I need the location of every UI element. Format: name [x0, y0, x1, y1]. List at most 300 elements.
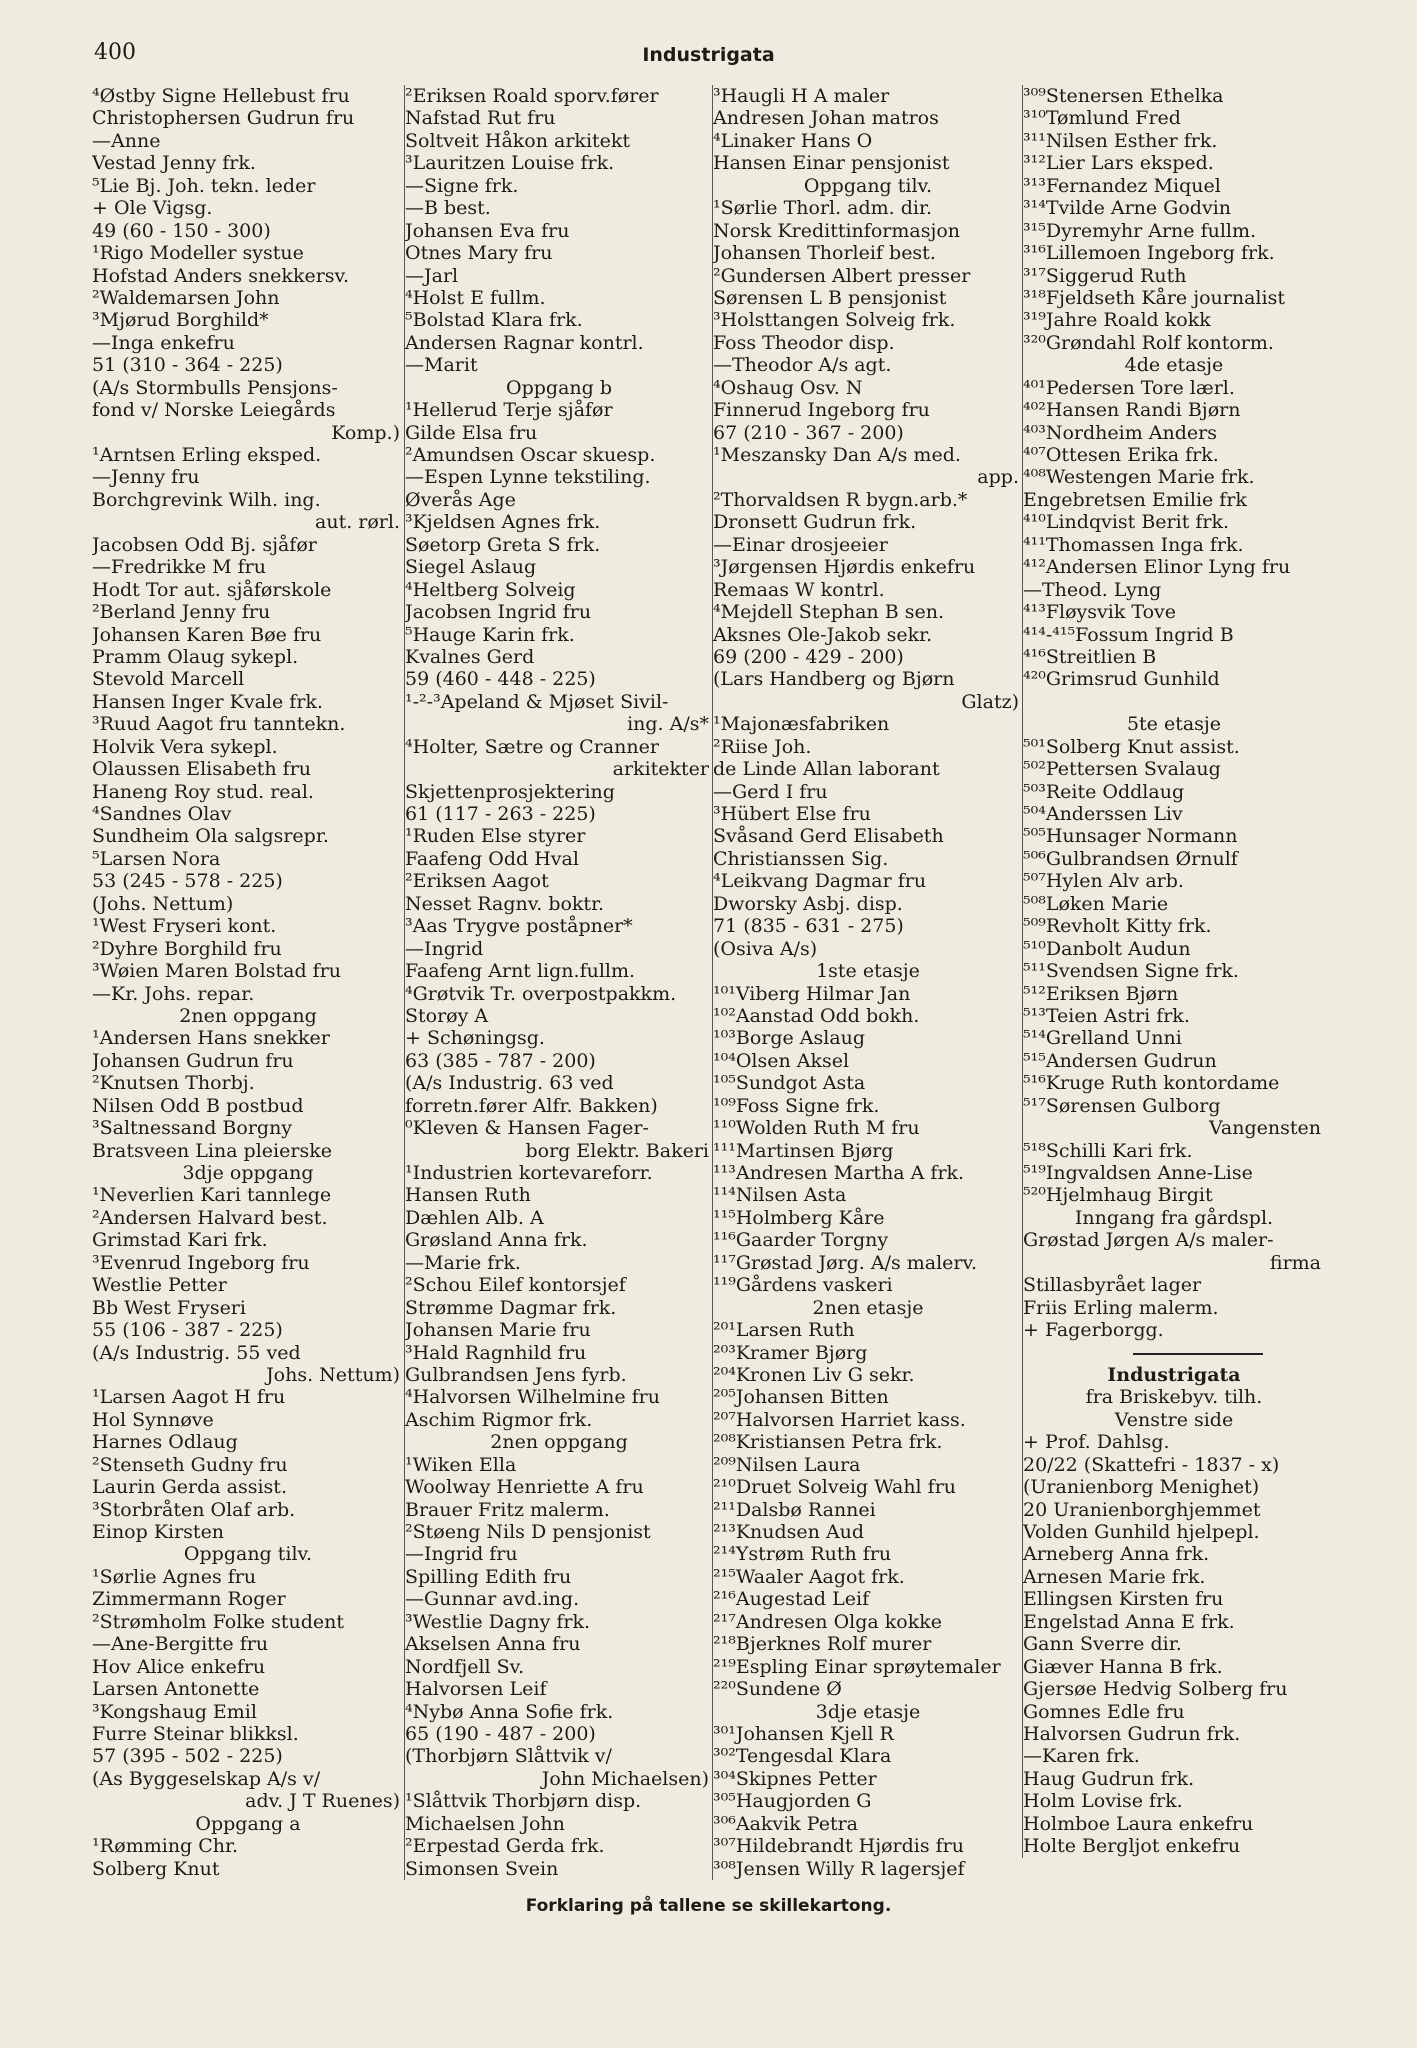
directory-entry: ¹¹⁴Nilsen Asta	[713, 1184, 847, 1207]
directory-entry: (Osiva A/s)	[713, 937, 818, 960]
directory-entry: ²⁰⁸Kristiansen Petra frk.	[713, 1431, 943, 1454]
directory-entry: Haneng Roy stud. real.	[92, 780, 314, 803]
directory-entry: ³¹⁰Tømlund Fred	[1023, 107, 1181, 130]
directory-column-3	[712, 85, 1023, 1880]
directory-entry: (Lars Handberg og Bjørn	[713, 668, 955, 691]
directory-entry: ⁴Heltberg Solveig	[405, 578, 576, 601]
directory-entry: Finnerud Ingeborg fru	[713, 399, 930, 422]
directory-entry: ¹¹⁶Gaarder Torgny	[713, 1229, 889, 1252]
directory-entry: ³¹⁷Siggerud Ruth	[1023, 264, 1187, 287]
directory-entry: ²⁰⁵Johansen Bitten	[713, 1386, 889, 1409]
directory-entry: Søetorp Greta S frk.	[405, 533, 601, 556]
directory-entry: ¹⁰⁴Olsen Aksel	[713, 1049, 850, 1072]
directory-entry: Gulbrandsen Jens fyrb.	[405, 1363, 627, 1386]
directory-entry: ³¹⁹Jahre Roald kokk	[1023, 309, 1211, 332]
directory-entry: Venstre side	[1114, 1408, 1234, 1431]
directory-entry: —Jarl	[405, 264, 459, 287]
directory-entry: ⁵⁰⁹Revholt Kitty frk.	[1023, 915, 1212, 938]
directory-entry: + Fagerborgg.	[1023, 1319, 1164, 1342]
directory-entry: Nilsen Odd B postbud	[92, 1094, 304, 1117]
directory-entry: —Ane-Bergitte fru	[92, 1633, 269, 1656]
directory-entry: ⁵⁰⁴Anderssen Liv	[1023, 803, 1183, 825]
section-divider	[1023, 1342, 1325, 1364]
directory-entry: Stevold Marcell	[92, 668, 245, 691]
directory-entry: 59 (460 - 448 - 225)	[405, 668, 596, 691]
directory-entry: ³⁰⁵Haugjorden G	[713, 1790, 872, 1813]
directory-entry: Hol Synnøve	[92, 1408, 214, 1431]
directory-entry: Holte Bergljot enkefru	[1023, 1835, 1241, 1858]
directory-entry: 71 (835 - 631 - 275)	[713, 915, 904, 938]
directory-entry: Aschim Rigmor frk.	[405, 1408, 593, 1431]
directory-entry: ³⁰⁷Hildebrandt Hjørdis fru	[713, 1835, 964, 1858]
directory-entry: Johansen Karen Bøe fru	[92, 623, 322, 646]
directory-entry: Olaussen Elisabeth fru	[92, 758, 312, 781]
directory-entry: ⁵¹⁰Danbolt Audun	[1023, 937, 1191, 960]
directory-entry: Svåsand Gerd Elisabeth	[713, 825, 944, 848]
directory-entry: ³Jørgensen Hjørdis enkefru	[713, 556, 976, 579]
directory-entry: ¹⁰⁹Foss Signe frk.	[713, 1094, 880, 1117]
directory-entry: ¹¹⁹Gårdens vaskeri	[713, 1274, 893, 1297]
directory-entry: Dæhlen Alb. A	[405, 1206, 544, 1229]
directory-entry: Dronsett Gudrun frk.	[713, 511, 917, 534]
directory-entry: 69 (200 - 429 - 200)	[713, 645, 904, 668]
directory-entry: ¹Hellerud Terje sjåfør	[405, 399, 613, 422]
directory-entry: ³Hübert Else fru	[713, 803, 871, 825]
directory-entry: ⁵¹⁴Grelland Unni	[1023, 1027, 1182, 1050]
directory-entry: Sundheim Ola salgsrepr.	[92, 825, 329, 848]
directory-entry: Andresen Johan matros	[713, 107, 939, 130]
directory-entry: —Fredrikke M fru	[92, 556, 266, 579]
directory-entry: ²Thorvaldsen R bygn.arb.*	[713, 488, 968, 511]
directory-entry: ²Schou Eilef kontorsjef	[405, 1274, 626, 1297]
directory-entry: ³Kjeldsen Agnes frk.	[405, 511, 601, 534]
directory-entry: ²Eriksen Roald sporv.fører	[405, 85, 659, 107]
directory-entry: 55 (106 - 387 - 225)	[92, 1319, 283, 1342]
directory-entry: —Karen frk.	[1023, 1745, 1140, 1768]
directory-entry: ³Kongshaug Emil	[92, 1700, 257, 1723]
directory-entry: ¹⁰²Aanstad Odd bokh.	[713, 1004, 920, 1027]
directory-entry: ³Storbråten Olaf arb.	[92, 1498, 296, 1521]
directory-entry: ²Andersen Halvard best.	[92, 1206, 328, 1229]
directory-entry: ¹Rigo Modeller systue	[92, 242, 304, 265]
directory-entry: Spilling Edith fru	[405, 1565, 572, 1588]
directory-entry: ²²⁰Sundene Ø	[713, 1678, 842, 1701]
directory-entry: Remaas W kontrl.	[713, 578, 885, 601]
directory-entry: ³⁰²Tengesdal Klara	[713, 1745, 892, 1768]
directory-entry: de Linde Allan laborant	[713, 758, 940, 781]
directory-entry: ²⁰³Kramer Bjørg	[713, 1341, 868, 1364]
directory-entry: ³Holsttangen Solveig frk.	[713, 309, 956, 332]
directory-entry: Brauer Fritz malerm.	[405, 1498, 610, 1521]
directory-entry: ¹¹¹Martinsen Bjørg	[713, 1139, 894, 1162]
directory-entry: Industrigata	[1107, 1363, 1241, 1386]
directory-entry: ¹Industrien kortevareforr.	[405, 1162, 653, 1184]
directory-entry: ³²⁰Grøndahl Rolf kontorm.	[1023, 331, 1274, 354]
directory-entry: ²Dyhre Borghild fru	[92, 937, 282, 960]
directory-entry: (Uranienborg Menighet)	[1023, 1476, 1260, 1499]
directory-entry: 2nen etasje	[812, 1296, 924, 1319]
directory-entry: firma	[1269, 1251, 1321, 1274]
directory-entry: Arneberg Anna frk.	[1023, 1543, 1210, 1566]
directory-entry: ³Evenrud Ingeborg fru	[92, 1251, 310, 1274]
directory-entry: ²¹⁴Ystrøm Ruth fru	[713, 1543, 892, 1566]
directory-entry: ¹Neverlien Kari tannlege	[92, 1184, 332, 1207]
directory-entry: Øverås Age	[405, 488, 516, 511]
directory-entry: —Marie frk.	[405, 1251, 521, 1274]
directory-entry: ³Lauritzen Louise frk.	[405, 152, 615, 175]
directory-entry: —Ingrid fru	[405, 1543, 518, 1566]
directory-entry: ³¹³Fernandez Miquel	[1023, 174, 1221, 197]
directory-entry: ⁴¹⁶Streitlien B	[1023, 645, 1157, 668]
directory-entry: ¹Rømming Chr.	[92, 1835, 239, 1858]
directory-entry: ⁴¹¹Thomassen Inga frk.	[1023, 533, 1244, 556]
directory-entry: ⁵Lie Bj. Joh. tekn. leder	[92, 174, 316, 197]
directory-entry: ²Gundersen Albert presser	[713, 264, 971, 287]
directory-entry: Christophersen Gudrun fru	[92, 107, 355, 130]
directory-entry: Hov Alice enkefru	[92, 1655, 266, 1678]
directory-entry: Vangensten	[1208, 1117, 1321, 1140]
directory-entry: Johs. Nettum)	[266, 1363, 400, 1386]
directory-entry: Bratsveen Lina pleierske	[92, 1139, 332, 1162]
directory-entry: Arnesen Marie frk.	[1023, 1565, 1206, 1588]
directory-entry: ¹Meszansky Dan A/s med.	[713, 444, 961, 466]
directory-entry: Faafeng Arnt lign.fullm.	[405, 960, 636, 983]
directory-entry: (A/s Industrig. 55 ved	[92, 1341, 301, 1364]
directory-entry: Zimmermann Roger	[92, 1588, 286, 1611]
directory-entry: ¹Sørlie Thorl. adm. dir.	[713, 197, 933, 220]
directory-entry: ⁴⁰²Hansen Randi Bjørn	[1023, 399, 1241, 422]
directory-entry: Komp.)	[331, 421, 400, 444]
directory-entry: ⁵¹⁷Sørensen Gulborg	[1023, 1094, 1221, 1117]
directory-entry: Hofstad Anders snekkersv.	[92, 264, 350, 287]
directory-entry: ³⁰⁴Skipnes Petter	[713, 1767, 877, 1790]
directory-entry: ²⁰⁷Halvorsen Harriet kass.	[713, 1408, 966, 1431]
directory-entry: Halvorsen Leif	[405, 1678, 547, 1701]
directory-entry: ⁵Hauge Karin frk.	[405, 623, 575, 646]
directory-entry: ⁵⁰²Pettersen Svalaug	[1023, 758, 1221, 781]
directory-entry: app.	[977, 466, 1019, 489]
directory-entry: Stillasbyrået lager	[1023, 1274, 1202, 1297]
directory-entry: ⁴⁰³Nordheim Anders	[1023, 421, 1217, 444]
page-number: 400	[94, 40, 136, 65]
directory-entry: 57 (395 - 502 - 225)	[92, 1745, 283, 1768]
directory-entry: Grimstad Kari frk.	[92, 1229, 268, 1252]
directory-entry: Gjersøe Hedvig Solberg fru	[1023, 1678, 1288, 1701]
directory-entry: ³Saltnessand Borgny	[92, 1117, 293, 1140]
directory-entry: —Anne	[92, 129, 161, 152]
directory-entry: Holvik Vera sykepl.	[92, 735, 278, 758]
directory-entry: ⁴Østby Signe Hellebust fru	[92, 85, 350, 107]
directory-entry: ⁵¹⁶Kruge Ruth kontordame	[1023, 1072, 1280, 1095]
directory-entry: —Theodor A/s agt.	[713, 354, 892, 377]
directory-entry: ⁴¹⁴-⁴¹⁵Fossum Ingrid B	[1023, 623, 1234, 646]
directory-entry: ¹⁰⁵Sundgot Asta	[713, 1072, 866, 1095]
directory-entry: (Johs. Nettum)	[92, 892, 234, 915]
directory-entry: ing. A/s*	[627, 713, 709, 736]
directory-entry: Simonsen Svein	[405, 1857, 559, 1880]
directory-entry: ¹⁰¹Viberg Hilmar Jan	[713, 982, 911, 1005]
directory-entry: Haug Gudrun frk.	[1023, 1767, 1195, 1790]
directory-entry: ⁴Grøtvik Tr. overpostpakkm.	[405, 982, 677, 1005]
directory-entry: Oppgang tilv.	[803, 174, 933, 197]
directory-entry: ⁴¹²Andersen Elinor Lyng fru	[1023, 556, 1291, 579]
directory-entry: Jacobsen Odd Bj. sjåfør	[92, 533, 317, 556]
directory-entry: aut. rørl.	[315, 511, 400, 534]
directory-entry: ⁵¹⁹Ingvaldsen Anne-Lise	[1023, 1162, 1253, 1184]
directory-entry: ¹Larsen Aagot H fru	[92, 1386, 286, 1409]
directory-entry: (A/s Stormbulls Pensjons-	[92, 376, 338, 399]
directory-entry: ²¹³Knudsen Aud	[713, 1521, 865, 1543]
directory-entry: ⁵⁰⁶Gulbrandsen Ørnulf	[1023, 847, 1238, 870]
directory-entry: John Michaelsen)	[541, 1767, 709, 1790]
directory-entry: ²¹⁷Andresen Olga kokke	[713, 1610, 942, 1633]
directory-entry: Borchgrevink Wilh. ing.	[92, 488, 321, 511]
directory-entry: Grøstad Jørgen A/s maler-	[1023, 1229, 1274, 1252]
directory-entry: ³Westlie Dagny frk.	[405, 1610, 591, 1633]
directory-entry: 2nen oppgang	[179, 1004, 317, 1027]
directory-entry: ⁵¹¹Svendsen Signe frk.	[1023, 960, 1239, 983]
directory-column-2	[404, 85, 713, 1880]
directory-entry: ⁵¹⁸Schilli Kari frk.	[1023, 1139, 1193, 1162]
directory-entry: —Espen Lynne tekstiling.	[405, 466, 651, 489]
directory-entry: fra Briskebyv. tilh.	[1085, 1386, 1263, 1409]
directory-entry: Giæver Hanna B frk.	[1023, 1655, 1223, 1678]
directory-entry: Nafstad Rut fru	[405, 107, 556, 130]
directory-entry: Hansen Inger Kvale frk.	[92, 690, 323, 713]
directory-entry: Friis Erling malerm.	[1023, 1296, 1219, 1319]
directory-entry: ⁴Holst E fullm.	[405, 286, 546, 309]
directory-entry: Foss Theodor disp.	[713, 331, 895, 354]
directory-entry: Oppgang a	[195, 1812, 301, 1835]
directory-entry: ¹Wiken Ella	[405, 1453, 517, 1476]
directory-entry: ²Støeng Nils D pensjonist	[405, 1521, 651, 1543]
directory-entry: ⁰Kleven & Hansen Fager-	[405, 1117, 649, 1140]
directory-entry: Inngang fra gårdspl.	[1074, 1206, 1274, 1229]
directory-entry: 63 (385 - 787 - 200)	[405, 1049, 596, 1072]
directory-entry: Volden Gunhild hjelpepl.	[1023, 1521, 1260, 1543]
directory-entry: Gann Sverre dir.	[1023, 1633, 1182, 1656]
directory-entry: Andersen Ragnar kontrl.	[405, 331, 644, 354]
directory-entry: Westlie Petter	[92, 1274, 227, 1297]
directory-entry: ³¹¹Nilsen Esther frk.	[1023, 129, 1218, 152]
directory-entry: ²⁰¹Larsen Ruth	[713, 1319, 855, 1342]
directory-entry: ³¹⁶Lillemoen Ingeborg frk.	[1023, 242, 1275, 265]
directory-entry: (A/s Industrig. 63 ved	[405, 1072, 614, 1095]
directory-entry: ¹¹⁰Wolden Ruth M fru	[713, 1117, 920, 1140]
directory-entry: ⁵Larsen Nora	[92, 847, 221, 870]
directory-entry: ²¹⁰Druet Solveig Wahl fru	[713, 1476, 957, 1499]
directory-entry: ³¹⁴Tvilde Arne Godvin	[1023, 197, 1232, 220]
directory-entry: ²Erpestad Gerda frk.	[405, 1835, 605, 1858]
directory-entry: ³Wøien Maren Bolstad fru	[92, 960, 342, 983]
directory-entry: ²Eriksen Aagot	[405, 870, 549, 893]
directory-entry: ⁴Linaker Hans O	[713, 129, 873, 152]
directory-entry: fond v/ Norske Leiegårds	[92, 399, 336, 422]
directory-entry: Pramm Olaug sykepl.	[92, 645, 299, 668]
directory-entry: —Inga enkefru	[92, 331, 235, 354]
directory-entry: ³Hald Ragnhild fru	[405, 1341, 587, 1364]
directory-entry: ¹West Fryseri kont.	[92, 915, 277, 938]
directory-entry: ²¹⁶Augestad Leif	[713, 1588, 870, 1611]
directory-entry: Gomnes Edle fru	[1023, 1700, 1185, 1723]
directory-entry: 61 (117 - 263 - 225)	[405, 803, 596, 825]
directory-entry: 4de etasje	[1124, 354, 1224, 377]
directory-entry: ³⁰⁶Aakvik Petra	[713, 1812, 858, 1835]
directory-entry: Hansen Ruth	[405, 1184, 531, 1207]
directory-entry: ²Strømholm Folke student	[92, 1610, 344, 1633]
directory-entry: ¹-²-³Apeland & Mjøset Sivil-	[405, 690, 669, 713]
directory-entry: ²⁰⁹Nilsen Laura	[713, 1453, 861, 1476]
directory-entry: ²¹⁹Espling Einar sprøytemaler	[713, 1655, 1001, 1678]
directory-entry: ⁵¹²Eriksen Bjørn	[1023, 982, 1179, 1005]
directory-entry: ¹Ruden Else styrer	[405, 825, 586, 848]
directory-entry: 20/22 (Skattefri - 1837 - x)	[1023, 1453, 1280, 1476]
directory-entry: —Kr. Johs. repar.	[92, 982, 255, 1005]
directory-entry: Kvalnes Gerd	[405, 645, 535, 668]
directory-entry: —Gunnar avd.ing.	[405, 1588, 580, 1611]
directory-entry: arkitekter	[612, 758, 709, 781]
directory-entry: 2nen oppgang	[490, 1431, 628, 1454]
directory-entry: ⁵¹⁵Andersen Gudrun	[1023, 1049, 1217, 1072]
directory-entry: ¹Andersen Hans snekker	[92, 1027, 330, 1050]
directory-entry: ²¹¹Dalsbø Rannei	[713, 1498, 876, 1521]
directory-entry: 20 Uranienborghjemmet	[1023, 1498, 1261, 1521]
directory-entry: forretn.fører Alfr. Bakken)	[405, 1094, 658, 1117]
directory-entry: Strømme Dagmar frk.	[405, 1296, 617, 1319]
directory-entry: Johansen Thorleif best.	[713, 242, 936, 265]
directory-column-1	[92, 85, 404, 1880]
directory-entry: Woolway Henriette A fru	[405, 1476, 644, 1499]
directory-entry: ²⁰⁴Kronen Liv G sekr.	[713, 1363, 915, 1386]
directory-entry: —Gerd I fru	[713, 780, 828, 803]
directory-entry: —B best.	[405, 197, 491, 220]
directory-entry: ⁴Sandnes Olav	[92, 803, 232, 825]
directory-entry: Furre Steinar blikksl.	[92, 1722, 299, 1745]
directory-entry: 5te etasje	[1126, 713, 1222, 736]
directory-entry: —Signe frk.	[405, 174, 519, 197]
directory-column-4	[1022, 85, 1325, 1858]
directory-entry: ⁴Mejdell Stephan B sen.	[713, 601, 944, 624]
directory-entry: ³⁰⁹Stenersen Ethelka	[1023, 85, 1224, 107]
directory-entry: ⁴Oshaug Osv. N	[713, 376, 863, 399]
directory-entry: Halvorsen Gudrun frk.	[1023, 1722, 1241, 1745]
directory-entry: 51 (310 - 364 - 225)	[92, 354, 283, 377]
directory-entry: ¹Sørlie Agnes fru	[92, 1565, 257, 1588]
directory-entry: ²¹⁵Waaler Aagot frk.	[713, 1565, 905, 1588]
directory-entry: ³Aas Trygve poståpner*	[405, 915, 633, 938]
directory-entry: Otnes Mary fru	[405, 242, 553, 265]
directory-entry: ³Mjørud Borghild*	[92, 309, 269, 332]
directory-entry: 49 (60 - 150 - 300)	[92, 219, 271, 242]
directory-entry: ²Berland Jenny fru	[92, 601, 271, 624]
directory-entry: Christianssen Sig.	[713, 847, 889, 870]
directory-entry: ⁴Nybø Anna Sofie frk.	[405, 1700, 614, 1723]
directory-entry: ¹Majonæsfabriken	[713, 713, 890, 736]
directory-entry: Faafeng Odd Hval	[405, 847, 579, 870]
directory-entry: Oppgang tilv.	[183, 1543, 313, 1566]
directory-entry: Johansen Marie fru	[405, 1319, 591, 1342]
directory-entry: ⁵⁰⁸Løken Marie	[1023, 892, 1169, 915]
directory-entry: Sørensen L B pensjonist	[713, 286, 947, 309]
directory-entry: Johansen Gudrun fru	[92, 1049, 294, 1072]
directory-entry: ³¹⁸Fjeldseth Kåre journalist	[1023, 286, 1285, 309]
directory-entry: Nordfjell Sv.	[405, 1655, 525, 1678]
directory-entry: 67 (210 - 367 - 200)	[713, 421, 904, 444]
directory-entry: ³¹⁵Dyremyhr Arne fullm.	[1023, 219, 1257, 242]
directory-entry: Solberg Knut	[92, 1857, 220, 1880]
directory-entry: Gilde Elsa fru	[405, 421, 538, 444]
directory-entry: Glatz)	[961, 690, 1019, 713]
directory-entry: ⁴Holter, Sætre og Cranner	[405, 735, 659, 758]
directory-entry: ²Waldemarsen John	[92, 286, 280, 309]
directory-entry: —Theod. Lyng	[1023, 578, 1162, 601]
directory-entry: Vestad Jenny frk.	[92, 152, 256, 175]
footer-note: Forklaring på tallene se skillekartong.	[525, 1896, 892, 1916]
directory-entry: ⁴Halvorsen Wilhelmine fru	[405, 1386, 660, 1409]
directory-entry: borg Elektr. Bakeri	[525, 1139, 709, 1162]
directory-entry: Norsk Kredittinformasjon	[713, 219, 961, 242]
directory-entry: Nesset Ragnv. boktr.	[405, 892, 605, 915]
directory-entry: Engebretsen Emilie frk	[1023, 488, 1247, 511]
directory-entry: ³Haugli H A maler	[713, 85, 890, 107]
directory-entry: ²Riise Joh.	[713, 735, 812, 758]
directory-entry: Johansen Eva fru	[405, 219, 570, 242]
directory-entry	[1023, 691, 1325, 713]
directory-entry: Aksnes Ole-Jakob sekr.	[713, 623, 933, 646]
directory-entry: ³¹²Lier Lars eksped.	[1023, 152, 1214, 175]
directory-entry: 65 (190 - 487 - 200)	[405, 1722, 596, 1745]
directory-entry: ¹¹⁷Grøstad Jørg. A/s malerv.	[713, 1251, 978, 1274]
directory-entry: 53 (245 - 578 - 225)	[92, 870, 283, 893]
directory-entry: Jacobsen Ingrid fru	[405, 601, 592, 624]
directory-entry: Holmboe Laura enkefru	[1023, 1812, 1254, 1835]
directory-entry: Grøsland Anna frk.	[405, 1229, 588, 1252]
running-head: Industrigata	[642, 44, 775, 66]
directory-entry: ²¹⁸Bjerknes Rolf murer	[713, 1633, 932, 1656]
directory-entry: Soltveit Håkon arkitekt	[405, 129, 631, 152]
directory-entry: ⁴²⁰Grimsrud Gunhild	[1023, 668, 1220, 691]
directory-entry: ¹Arntsen Erling eksped.	[92, 444, 322, 466]
directory-entry: ⁵⁰³Reite Oddlaug	[1023, 780, 1185, 803]
directory-entry: adv. J T Ruenes)	[245, 1790, 400, 1813]
directory-entry: Akselsen Anna fru	[405, 1633, 581, 1656]
directory-entry: ¹Slåttvik Thorbjørn disp.	[405, 1790, 642, 1813]
directory-entry: Holm Lovise frk.	[1023, 1790, 1183, 1813]
directory-entry: + Prof. Dahlsg.	[1023, 1431, 1170, 1454]
directory-entry: Einop Kirsten	[92, 1521, 225, 1543]
directory-entry: 3dje oppgang	[182, 1162, 314, 1184]
directory-entry: Laurin Gerda assist.	[92, 1476, 287, 1499]
directory-entry: Larsen Antonette	[92, 1678, 260, 1701]
directory-entry: ⁴¹³Fløysvik Tove	[1023, 601, 1177, 624]
directory-entry: ⁴¹⁰Lindqvist Berit frk.	[1023, 511, 1230, 534]
directory-entry: ⁵⁰¹Solberg Knut assist.	[1023, 735, 1240, 758]
directory-entry: ⁵⁰⁷Hylen Alv arb.	[1023, 870, 1184, 893]
directory-entry: ³Ruud Aagot fru tanntekn.	[92, 713, 346, 736]
directory-entry: ⁴Leikvang Dagmar fru	[713, 870, 927, 893]
directory-entry: + Schøningsg.	[405, 1027, 545, 1050]
directory-entry: (As Byggeselskap A/s v/	[92, 1767, 321, 1790]
directory-entry: Dworsky Asbj. disp.	[713, 892, 903, 915]
directory-entry: ³⁰⁸Jensen Willy R lagersjef	[713, 1857, 965, 1880]
directory-entry: ²Amundsen Oscar skuesp.	[405, 444, 656, 466]
directory-entry: 1ste etasje	[816, 960, 920, 983]
directory-entry: —Ingrid	[405, 937, 484, 960]
directory-entry: ⁵¹³Teien Astri frk.	[1023, 1004, 1190, 1027]
directory-entry: ⁴⁰⁸Westengen Marie frk.	[1023, 466, 1255, 489]
directory-entry: Skjettenprosjektering	[405, 780, 615, 803]
directory-entry: —Einar drosjeeier	[713, 533, 888, 556]
